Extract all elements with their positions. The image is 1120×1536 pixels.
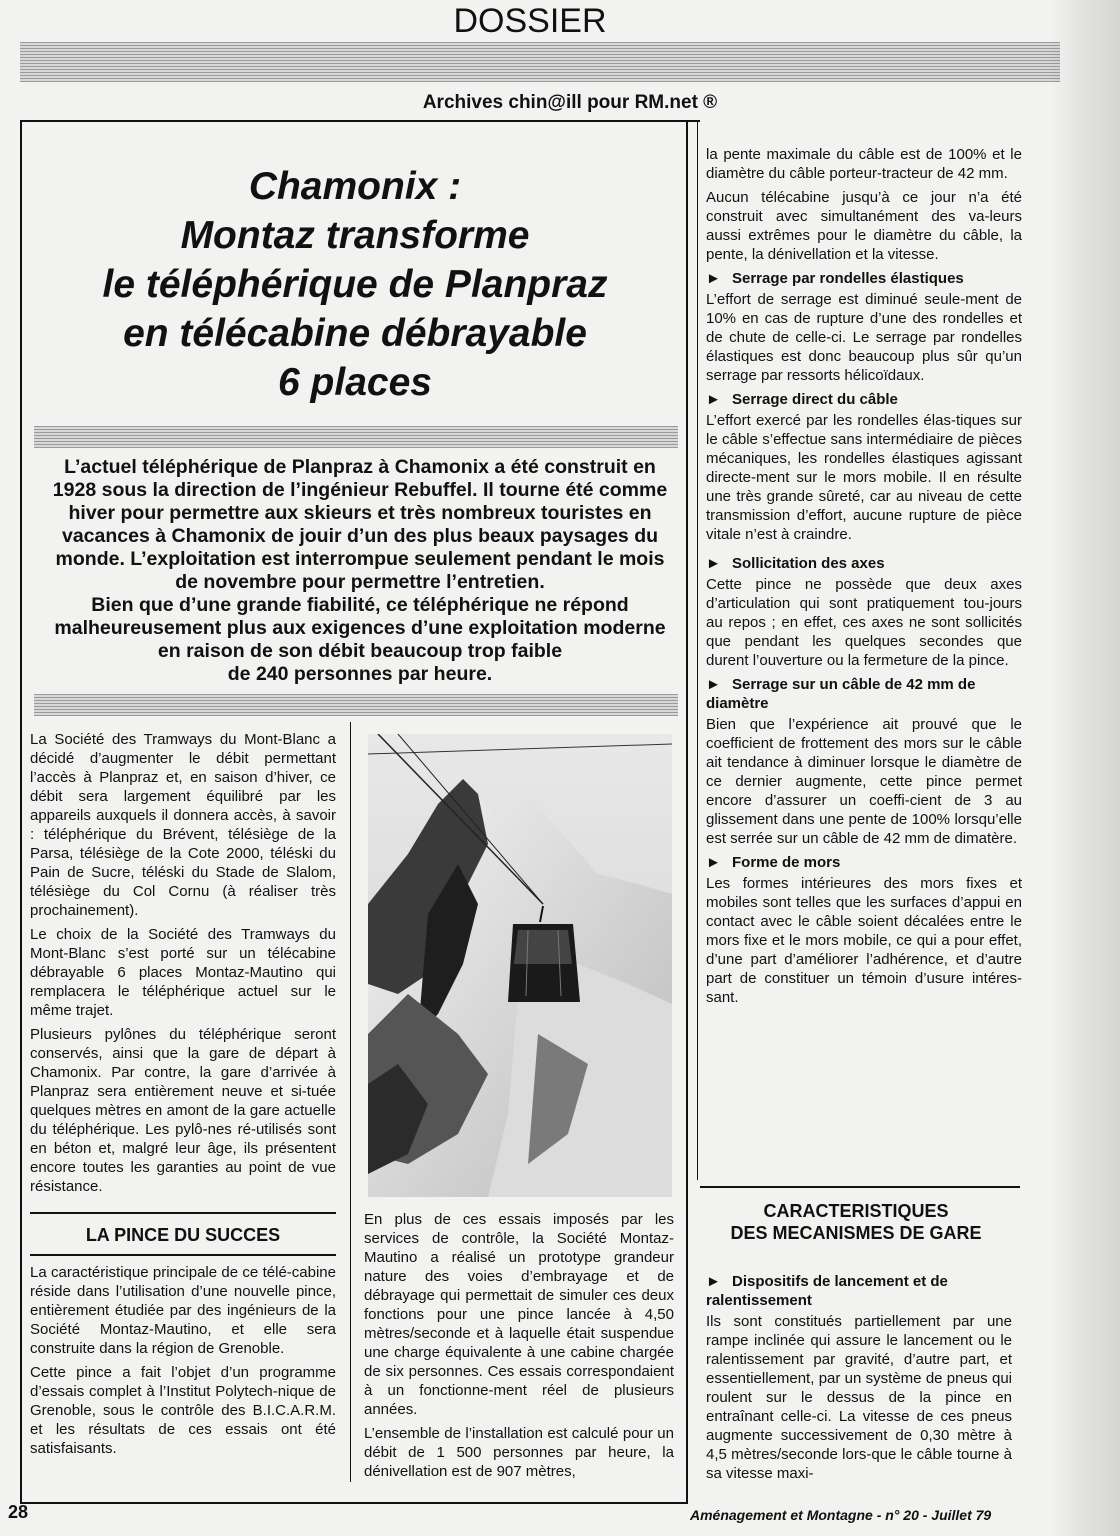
subheading-text: Serrage sur un câble de 42 mm de diamètre (706, 676, 976, 712)
section-title-pince: LA PINCE DU SUCCES (85, 1225, 281, 1245)
subheading (706, 554, 1022, 573)
column-1 (30, 730, 336, 1201)
lead-line: en raison de son débit beaucoup trop faible (157, 640, 563, 662)
subheading-text: Forme de mors (732, 854, 841, 871)
column-divider (697, 120, 698, 1180)
column-2 (364, 1210, 674, 1486)
title-line: Montaz transforme (180, 214, 530, 257)
lead-line: hiver pour permettre aux skieurs et très nombreux touristes en (68, 502, 652, 524)
subheading (706, 1272, 1012, 1310)
lead-line: monde. L’exploitation est interrompue seulement pendant le mois (55, 548, 665, 570)
paragraph: Cette pince a fait l’objet d’un programme d’essais complet à l’Institut Polytech-nique de Grenoble, sous le contrôle des B.I.C.A.R.M. et les résultats de ces essais ont été satisfaisants. (30, 1364, 336, 1457)
subheading-text: Sollicitation des axes (732, 555, 885, 572)
arrow-icon: ► (706, 854, 721, 871)
paragraph: Le choix de la Société des Tramways du Mont-Blanc s’est porté sur un télécabine débrayable 6 places Montaz-Mautino qui remplacera le téléphérique actuel sur le même trajet. (30, 926, 336, 1019)
page-gutter-shadow (1050, 0, 1120, 1536)
lead-line: L’actuel téléphérique de Planpraz à Chamonix a été construit en (64, 456, 656, 478)
section-rule (30, 1254, 336, 1256)
paragraph: L’effort exercé par les rondelles élas-tiques sur le câble s’effectue sans intermédiaire de pièces mécaniques, les rondelles élastiques agissant directe-ment sur le mors mobile. Il en résulte une très grande sûreté, car au niveau de cette transmission d’effort, aucune rupture de pièce vitale n’est à craindre. (706, 412, 1022, 543)
header-band (20, 42, 1060, 82)
title-line: 6 places (278, 361, 432, 404)
lead-line: de novembre pour permettre l’entretien. (175, 571, 545, 593)
title-line: le téléphérique de Planpraz (102, 263, 608, 306)
title-line: en télécabine débrayable (123, 312, 587, 355)
source-line: Archives chin@ill pour RM.net ® (422, 92, 718, 113)
paragraph: Aucun télécabine jusqu’à ce jour n’a été construit avec simultanément des va-leurs aussi extrêmes pour le diamètre du câble, la pente, la dénivellation et la vitesse. (706, 189, 1022, 263)
section-title-carac (700, 1200, 1012, 1244)
paragraph: La caractéristique principale de ce télé-cabine réside dans l’utilisation d’une nouvelle pince, entièrement étudiée par des ingénieurs de la Société Montaz-Mautino, et elle sera construite dans la région de Grenoble. (30, 1264, 336, 1357)
lead-line: Bien que d’une grande fiabilité, ce téléphérique ne répond (91, 594, 629, 616)
paragraph: En plus de ces essais imposés par les services de contrôle, la Société Montaz-Mautino a réalisé un prototype grandeur nature des voies d’embrayage et de débrayage qui permettait de simuler ces deux fonctions pour une pince lancée à 4,50 mètres/seconde et à laquelle était suspendue une charge équivalente à une cabine chargée de six personnes. Ces essais correspondaient à un fonctionne-ment réel de plusieurs années. (364, 1211, 674, 1418)
paragraph: Les formes intérieures des mors fixes et mobiles sont telles que les surfaces d’appui en contact avec le câble soient décalées entre le mors fixe et le mors mobile, ce qui a pour effet, d’une part d’améliorer l’adhérence, et d’autre part de constituer un témoin d’usure intéres-sant. (706, 875, 1022, 1006)
title-line: Chamonix : (248, 165, 462, 208)
paragraph: La Société des Tramways du Mont-Blanc a décidé d’augmenter le débit permettant l’accès à Planpraz et, en saison d’hiver, ce débit sera largement équilibré par les appareils auxquels il donnera accès, à savoir : téléphérique du Brévent, télésiège de la Parsa, télésiège de la Cote 2000, téléski du Pain de Sucre, téléski du Stade de Slalom, télésiège du Col Cornu (à réaliser très prochainement). (30, 731, 336, 919)
cable-car-photo (368, 734, 672, 1197)
subheading-text: Serrage par rondelles élastiques (732, 270, 964, 287)
column-divider (350, 722, 351, 1482)
arrow-icon: ► (706, 555, 721, 572)
arrow-icon: ► (706, 270, 721, 287)
lead-line: 1928 sous la direction de l’ingénieur Rebuffel. Il tourne été comme (52, 479, 668, 501)
journal-footer: Aménagement et Montagne - n° 20 - Juillet 79 (690, 1507, 992, 1523)
subheading (706, 675, 1022, 713)
section-rule (30, 1212, 336, 1214)
subheading (706, 853, 1022, 872)
lead-band-bottom (34, 694, 678, 716)
arrow-icon: ► (706, 391, 721, 408)
page-number: 28 (8, 1502, 29, 1522)
article-title (30, 162, 680, 407)
lead-line: malheureusement plus aux exigences d’une exploitation moderne (54, 617, 666, 639)
subheading (706, 269, 1022, 288)
paragraph: Bien que l’expérience ait prouvé que le coefficient de frottement des mors sur le câble ait tendance à diminuer lorsque le diamètre de ce dernier augmente, cette pince permet encore d’assurer un coeffi-cient de 3 au glissement dans une pente de 100% lorsqu’elle est serrée sur un câble de 42 mm de dimatère. (706, 716, 1022, 847)
paragraph: L’ensemble de l’installation est calculé pour un débit de 1 500 personnes par heure, la dénivellation est de 907 mètres, (364, 1425, 674, 1480)
lead-band-top (34, 426, 678, 448)
frame-top-rule (20, 120, 700, 122)
section-title-line: DES MECANISMES DE GARE (730, 1223, 982, 1243)
paragraph: Cette pince ne possède que deux axes d’articulation qui sont pratiquement tou-jours au repos ; en effet, ces axes ne sont sollicités que pendant les quelques secondes que durent l’ouverture ou la fermeture de la pince. (706, 576, 1022, 669)
subheading-text: Dispositifs de lancement et de ralentissement (706, 1273, 948, 1309)
arrow-icon: ► (706, 1273, 721, 1290)
section-title-line: CARACTERISTIQUES (763, 1201, 949, 1221)
section-rule (700, 1186, 1020, 1188)
subheading-text: Serrage direct du câble (732, 391, 898, 408)
lead-line: de 240 personnes par heure. (227, 663, 493, 685)
section-label: DOSSIER (453, 2, 607, 40)
paragraph: Plusieurs pylônes du téléphérique seront conservés, ainsi que la gare de départ à Chamonix. Par contre, la gare d’arrivée à Planpraz sera entièrement neuve et si-tuée quelques mètres en amont de la gare actuelle du téléphérique. Les pylô-nes ré-utilisés sont en béton et, malgré leur âge, ils présentent encore toutes les garanties au point de vue résistance. (30, 1026, 336, 1195)
paragraph: la pente maximale du câble est de 100% et le diamètre du câble porteur-tracteur de 42 mm. (706, 146, 1022, 182)
paragraph: Ils sont constitués partiellement par une rampe inclinée qui assure le lancement ou le ralentissement par gravité, d’autre part, et essentiellement, par un système de pneus qui roulent sur le dessus de la pince en entraînant celle-ci. La vitesse de ces pneus augmente successivement de 0,30 mètre à 4,5 mètres/seconde lors-que le câble tourne à sa vitesse maxi- (706, 1313, 1012, 1482)
column-3 (706, 145, 1022, 1012)
subheading (706, 390, 1022, 409)
paragraph: L’effort de serrage est diminué seule-ment de 10% en cas de rupture d’une des rondelles et de chute de celle-ci. Le serrage par rondelles élastiques est donc beaucoup plus sûr qu’un serrage par ressorts hélicoïdaux. (706, 291, 1022, 384)
article-lead (40, 456, 680, 686)
mountain-photo-illustration (368, 734, 672, 1197)
lead-line: vacances à Chamonix de jouir d’un des plus beaux paysages du (61, 525, 659, 547)
pince-text (30, 1263, 336, 1463)
carac-text (706, 1268, 1012, 1488)
arrow-icon: ► (706, 676, 721, 693)
